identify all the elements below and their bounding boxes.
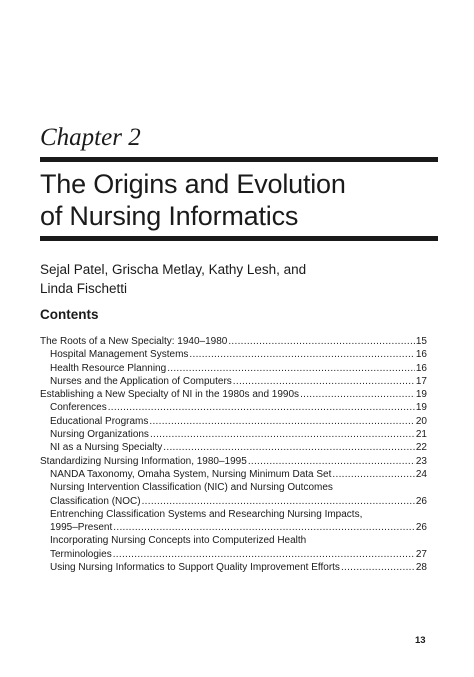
toc-leader	[142, 495, 415, 508]
toc-page-number: 23	[415, 455, 427, 467]
toc-entry-title: NI as a Nursing Specialty	[50, 442, 163, 454]
toc-entry	[40, 335, 427, 348]
toc-page-number: 22	[415, 442, 427, 454]
top-rule	[40, 157, 438, 162]
toc-entry-title: Hospital Management Systems	[50, 349, 189, 361]
toc-entry-title-continued: Nursing Intervention Classification (NIC) and Nursing Outcomes	[50, 482, 333, 494]
chapter-title-line-2: of Nursing Informatics	[40, 201, 299, 231]
toc-leader	[113, 548, 415, 561]
toc-entry	[40, 441, 427, 454]
authors	[40, 260, 400, 298]
toc-leader	[149, 415, 414, 428]
toc-entry	[40, 455, 427, 468]
toc-page-number: 19	[415, 402, 427, 414]
contents-heading: Contents	[40, 307, 99, 322]
toc-entry-title: Classification (NOC)	[50, 495, 141, 507]
toc-page-number: 16	[415, 349, 427, 361]
toc-leader	[228, 335, 415, 348]
toc-entry-title-continued: Incorporating Nursing Concepts into Computerized Health	[50, 535, 307, 547]
chapter-title-line-1: The Origins and Evolution	[40, 169, 346, 199]
table-of-contents	[40, 335, 427, 574]
toc-entry-title: Terminologies	[50, 548, 112, 560]
toc-leader	[332, 468, 414, 481]
toc-leader	[248, 455, 415, 468]
toc-entry-title: Conferences	[50, 402, 107, 414]
toc-page-number: 28	[415, 562, 427, 574]
toc-entry	[40, 428, 427, 441]
toc-entry	[40, 375, 427, 388]
toc-page-number: 24	[415, 468, 427, 480]
toc-entry-title: Health Resource Planning	[50, 362, 167, 374]
toc-entry-title: Establishing a New Specialty of NI in the 1980s and 1990s	[40, 389, 300, 401]
toc-entry	[40, 348, 427, 361]
toc-leader	[300, 388, 415, 401]
toc-entry-title: Using Nursing Informatics to Support Quality Improvement Efforts	[50, 562, 340, 574]
toc-entry-title: The Roots of a New Specialty: 1940–1980	[40, 336, 228, 347]
toc-entry	[40, 548, 427, 561]
toc-entry-title: 1995–Present	[50, 522, 113, 534]
toc-leader	[113, 521, 415, 534]
page-number: 13	[415, 635, 426, 646]
toc-leader	[163, 441, 415, 454]
toc-page-number: 21	[415, 429, 427, 441]
toc-leader	[150, 428, 415, 441]
toc-leader	[167, 362, 415, 375]
chapter-title	[40, 168, 438, 232]
toc-page-number: 26	[415, 522, 427, 534]
toc-page-number: 17	[415, 375, 427, 387]
toc-leader	[108, 401, 415, 414]
toc-page-number: 26	[415, 495, 427, 507]
toc-entry	[40, 415, 427, 428]
toc-entry-title: Educational Programs	[50, 415, 149, 427]
toc-entry	[40, 388, 427, 401]
toc-entry-title: Nursing Organizations	[50, 429, 149, 441]
toc-entry-title: Standardizing Nursing Information, 1980–1995	[40, 455, 247, 467]
toc-page-number: 16	[415, 362, 427, 374]
toc-page-number: 15	[415, 336, 427, 347]
toc-entry	[40, 561, 427, 574]
toc-entry	[40, 362, 427, 375]
toc-entry	[40, 401, 427, 414]
authors-line-2: Linda Fischetti	[40, 281, 128, 296]
toc-leader	[233, 375, 415, 388]
toc-entry-title: NANDA Taxonomy, Omaha System, Nursing Minimum Data Set	[50, 468, 332, 480]
toc-page-number: 20	[415, 415, 427, 427]
toc-leader	[341, 561, 415, 574]
toc-page-number: 19	[415, 389, 427, 401]
authors-line-1: Sejal Patel, Grischa Metlay, Kathy Lesh, and	[40, 262, 307, 277]
bottom-rule	[40, 236, 438, 241]
toc-entry	[40, 495, 427, 508]
toc-entry-title-continued: Entrenching Classification Systems and Researching Nursing Impacts,	[50, 508, 363, 520]
toc-leader	[189, 348, 414, 361]
toc-entry	[40, 521, 427, 534]
toc-entry	[40, 468, 427, 481]
toc-page-number: 27	[415, 548, 427, 560]
toc-entry-title: Nurses and the Application of Computers	[50, 375, 232, 387]
chapter-label: Chapter 2	[40, 124, 141, 151]
